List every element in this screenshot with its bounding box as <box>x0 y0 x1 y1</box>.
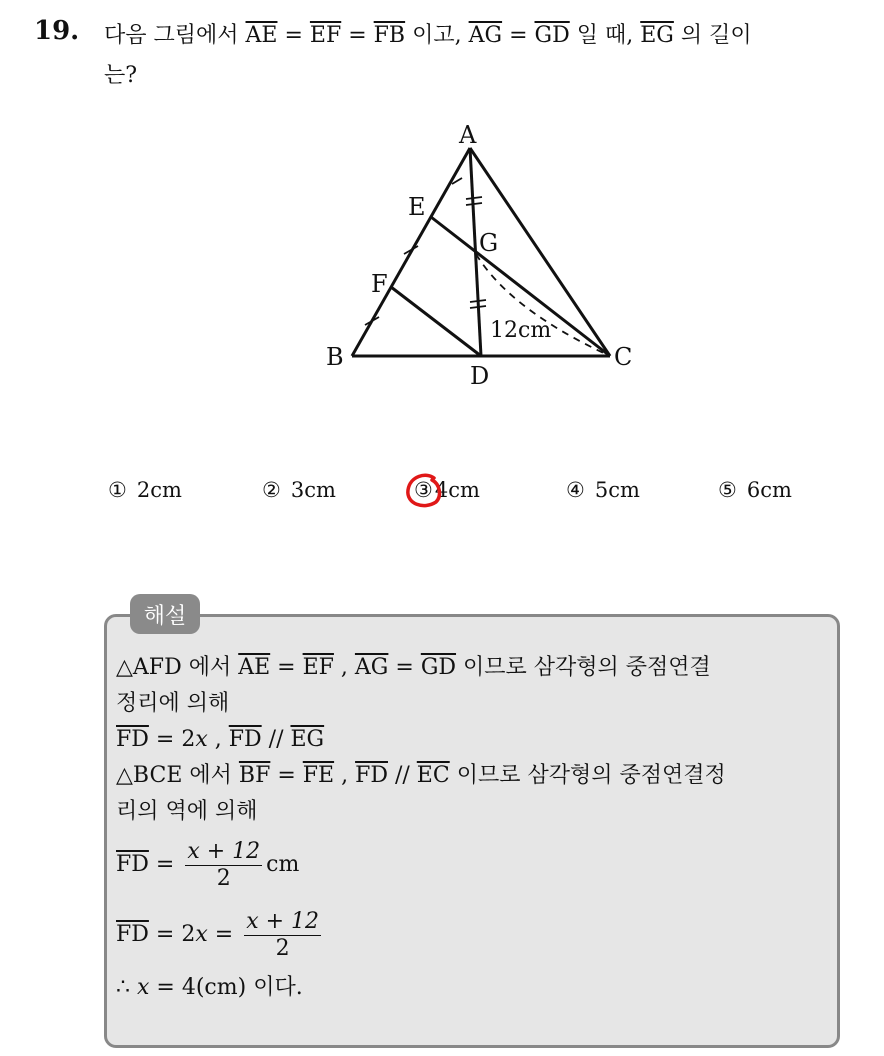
choice-2[interactable] <box>262 478 336 502</box>
choice-1[interactable] <box>108 478 182 502</box>
choice-3-mark: ③ <box>414 478 433 502</box>
segment-ag: $\overline{AG}$ <box>468 23 503 48</box>
choice-1-mark: ① <box>108 478 127 502</box>
choice-1-value: 2cm <box>136 478 182 502</box>
question-text: 다음 그림에서 $\overline{AE} = \overline{EF} = \overline{FB}$ 이고, $\overline{AG} = \overline{GD}$ 일 때, $\overline{EG}$ 의 길이 는? <box>104 23 752 88</box>
choice-2-mark: ② <box>262 478 281 502</box>
tick-ag-2 <box>466 203 482 205</box>
triangle-figure <box>320 120 650 400</box>
choice-5-mark: ⑤ <box>718 478 737 502</box>
label-g: G <box>479 229 499 257</box>
answer-circle-mark <box>404 470 444 510</box>
segment-fb: $\overline{FB}$ <box>373 23 406 48</box>
segment-fd <box>391 287 481 356</box>
solution-tag: 해설 <box>130 594 200 634</box>
choice-2-value: 3cm <box>290 478 336 502</box>
label-c: C <box>614 343 633 371</box>
segment-ae: $\overline{AE}$ <box>245 23 278 48</box>
tick-gd-2 <box>470 306 486 308</box>
label-e: E <box>408 193 426 221</box>
label-b: B <box>326 343 344 371</box>
tick-gd-1 <box>470 300 486 302</box>
choice-5-value: 6cm <box>746 478 792 502</box>
solution-line-6: $\overline{FD}$ = $\frac{x + 12}{2}$ cm <box>116 838 300 891</box>
solution-line-1: △AFD 에서 $\overline{AE} = \overline{EF}$ , $\overline{AG} = \overline{GD}$ 이므로 삼각형의 중점연결 <box>116 655 711 680</box>
tick-ag-1 <box>466 197 482 199</box>
segment-eg: $\overline{EG}$ <box>640 23 674 48</box>
choice-4-value: 5cm <box>594 478 640 502</box>
label-f: F <box>371 270 388 298</box>
choice-4-mark: ④ <box>566 478 585 502</box>
answer-choices <box>108 478 828 514</box>
label-a: A <box>459 121 477 149</box>
choice-4[interactable] <box>566 478 640 502</box>
fraction-1: $\frac{x + 12}{2}$ <box>187 838 261 891</box>
solution-line-8: ∴ x = 4(cm) 이다. <box>116 975 303 1000</box>
length-label: 12cm <box>490 318 552 343</box>
solution-line-2: 정리에 의해 <box>116 691 230 716</box>
solution-line-5: 리의 역에 의해 <box>116 799 258 824</box>
label-d: D <box>470 362 490 390</box>
solution-line-3: $\overline{FD} = 2x$ , $\overline{FD} // \overline{EG}$ <box>116 727 325 752</box>
question-number: 19. <box>34 16 80 46</box>
solution-content <box>116 650 828 1006</box>
solution-line-7: $\overline{FD} = 2x$ = $\frac{x + 12}{2}$ <box>116 908 320 961</box>
fraction-2: $\frac{x + 12}{2}$ <box>246 908 320 961</box>
solution-line-4: △BCE 에서 $\overline{BF} = \overline{FE}$ , $\overline{FD} // \overline{EC}$ 이므로 삼각형의 중점연결정 <box>116 763 726 788</box>
segment-ef: $\overline{EF}$ <box>309 23 342 48</box>
choice-3-value: 4cm <box>434 478 480 502</box>
side-ab <box>352 148 470 356</box>
choice-5[interactable] <box>718 478 792 502</box>
segment-gd: $\overline{GD}$ <box>534 23 570 48</box>
